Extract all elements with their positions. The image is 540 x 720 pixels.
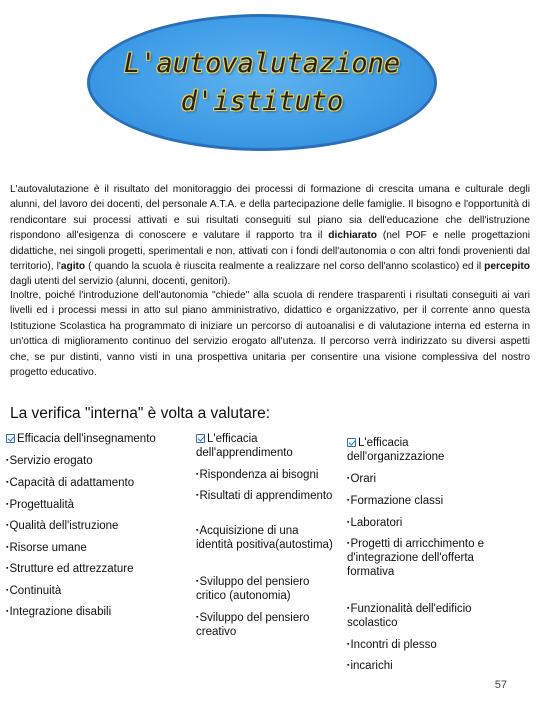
bullet-icon: ▪ bbox=[6, 565, 9, 572]
bullet-icon: ▪ bbox=[347, 519, 350, 526]
intro-bold-agito: agito bbox=[60, 261, 86, 273]
column-header-label: L'efficacia dell'apprendimento bbox=[196, 433, 293, 459]
column-header-label: Efficacia dell'insegnamento bbox=[17, 433, 156, 445]
intro-text-4: dagli utenti del servizio (alunni, docenti, genitori). bbox=[10, 276, 231, 288]
list-item-label: Qualità dell'istruzione bbox=[9, 520, 119, 532]
column-header bbox=[196, 432, 336, 460]
list-item-label: Progettualità bbox=[9, 499, 75, 511]
list-item bbox=[6, 519, 191, 533]
list-item bbox=[196, 611, 336, 639]
list-item bbox=[347, 659, 487, 673]
bullet-icon: ▪ bbox=[196, 614, 199, 621]
list-item-label: Sviluppo del pensiero critico (autonomia) bbox=[196, 576, 310, 602]
list-item-label: Strutture ed attrezzature bbox=[9, 563, 134, 575]
column-header bbox=[347, 436, 487, 464]
list-item-label: Integrazione disabili bbox=[9, 606, 112, 618]
list-item-label: Laboratori bbox=[350, 517, 403, 529]
list-item-label: Risultati di apprendimento bbox=[199, 490, 333, 502]
list-item bbox=[347, 638, 487, 652]
bullet-icon: ▪ bbox=[6, 501, 9, 508]
list-item bbox=[6, 562, 191, 576]
bullet-icon: ▪ bbox=[347, 475, 350, 482]
bullet-icon: ▪ bbox=[6, 608, 9, 615]
second-paragraph: Inoltre, poiché l'introduzione dell'autonomia "chiede" alla scuola di rendere trasparenti i risultati conseguiti ai vari livelli ed i processi messi in atto sul piano amministrativo, didattico e organizzativo, per il corrente anno questa Istituzione Scolastica ha programmato di iniziare un percorso di autoanalisi e di valutazione interna ed esterna in un'ottica di miglioramento continuo del servizio erogato all'utenza. Il percorso verrà indirizzato su diversi aspetti che, se pur distinti, vanno visti in una prospettiva unitaria per consentire una visione complessiva del nostro progetto educativo. bbox=[10, 290, 530, 379]
bullet-icon: ▪ bbox=[196, 527, 199, 534]
list-item-label: Continuità bbox=[9, 585, 62, 597]
column-header-label: L'efficacia dell'organizzazione bbox=[347, 437, 445, 463]
list-item-label: Formazione classi bbox=[350, 495, 444, 507]
intro-text-1: L'autovalutazione è il risultato del monitoraggio dei processi di formazione di crescita umana e culturale degli alunni, del lavoro dei docenti, del personale A.T.A. e della partecipazione delle famiglie. Il bisogno e l'opportunità di rendicontare sui processi attivati e sui risultati conseguiti sul piano sia dell'educazione che dell'istruzione rispondono all'esigenza di conoscere e valutare il rapporto tra il bbox=[10, 184, 530, 242]
bullet-icon: ▪ bbox=[6, 544, 9, 551]
list-item bbox=[6, 541, 191, 555]
bullet-icon: ▪ bbox=[196, 471, 199, 478]
list-item bbox=[196, 489, 336, 503]
intro-bold-percepito: percepito bbox=[484, 261, 530, 273]
bullet-icon: ▪ bbox=[347, 662, 350, 669]
list-item-label: Rispondenza ai bisogni bbox=[199, 469, 319, 481]
list-item bbox=[196, 575, 336, 603]
list-item-label: Funzionalità dell'edificio scolastico bbox=[347, 603, 472, 629]
section-heading: La verifica "interna" è volta a valutare: bbox=[10, 405, 271, 422]
list-item bbox=[6, 584, 191, 598]
bullet-icon: ▪ bbox=[6, 479, 9, 486]
checkbox-icon bbox=[347, 438, 356, 447]
list-item-label: incarichi bbox=[350, 660, 393, 672]
bullet-icon: ▪ bbox=[196, 492, 199, 499]
bullet-icon: ▪ bbox=[196, 578, 199, 585]
bullet-icon: ▪ bbox=[347, 605, 350, 612]
bullet-icon: ▪ bbox=[6, 522, 9, 529]
list-item bbox=[6, 605, 191, 619]
checkbox-icon bbox=[6, 434, 15, 443]
bullet-icon: ▪ bbox=[6, 457, 9, 464]
list-item bbox=[347, 537, 487, 579]
intro-bold-dichiarato: dichiarato bbox=[328, 230, 377, 242]
intro-text-3: ( quando la scuola è riuscita realmente a realizzare nel corso dell'anno scolastico) ed il bbox=[85, 261, 485, 273]
page-number: 57 bbox=[494, 679, 507, 691]
list-item-label: Incontri di plesso bbox=[350, 639, 437, 651]
intro-text-2: (nel POF e nelle progettazioni didattiche, nei singoli progetti, sperimentali e non, attivati con i fondi dell'autonomia o con altri fondi provenienti dal territorio), l' bbox=[10, 230, 531, 273]
list-item-label: Risorse umane bbox=[9, 542, 87, 554]
bullet-icon: ▪ bbox=[6, 587, 9, 594]
list-item bbox=[347, 602, 487, 630]
bullet-icon: ▪ bbox=[347, 641, 350, 648]
list-item bbox=[6, 476, 191, 490]
title-line-2: d'istituto bbox=[180, 85, 344, 117]
list-item-label: Sviluppo del pensiero creativo bbox=[196, 612, 310, 638]
list-item bbox=[6, 454, 191, 468]
column-header bbox=[6, 432, 191, 446]
list-item-label: Servizio erogato bbox=[9, 455, 93, 467]
title-line-1: L'autovalutazione bbox=[123, 47, 401, 79]
intro-paragraph bbox=[10, 182, 530, 290]
list-item bbox=[196, 468, 336, 482]
list-item bbox=[347, 472, 487, 486]
bullet-icon: ▪ bbox=[347, 540, 350, 547]
title-ellipse bbox=[87, 14, 437, 151]
bullet-icon: ▪ bbox=[347, 497, 350, 504]
list-item-label: Capacità di adattamento bbox=[9, 477, 135, 489]
list-item bbox=[347, 516, 487, 530]
checkbox-icon bbox=[196, 434, 205, 443]
list-item bbox=[196, 524, 336, 552]
list-item-label: Progetti di arricchimento e d'integrazione dell'offerta formativa bbox=[347, 538, 485, 578]
list-item bbox=[6, 498, 191, 512]
list-item bbox=[347, 494, 487, 508]
list-item-label: Orari bbox=[350, 473, 377, 485]
list-item-label: Acquisizione di una identità positiva(autostima) bbox=[196, 525, 333, 551]
